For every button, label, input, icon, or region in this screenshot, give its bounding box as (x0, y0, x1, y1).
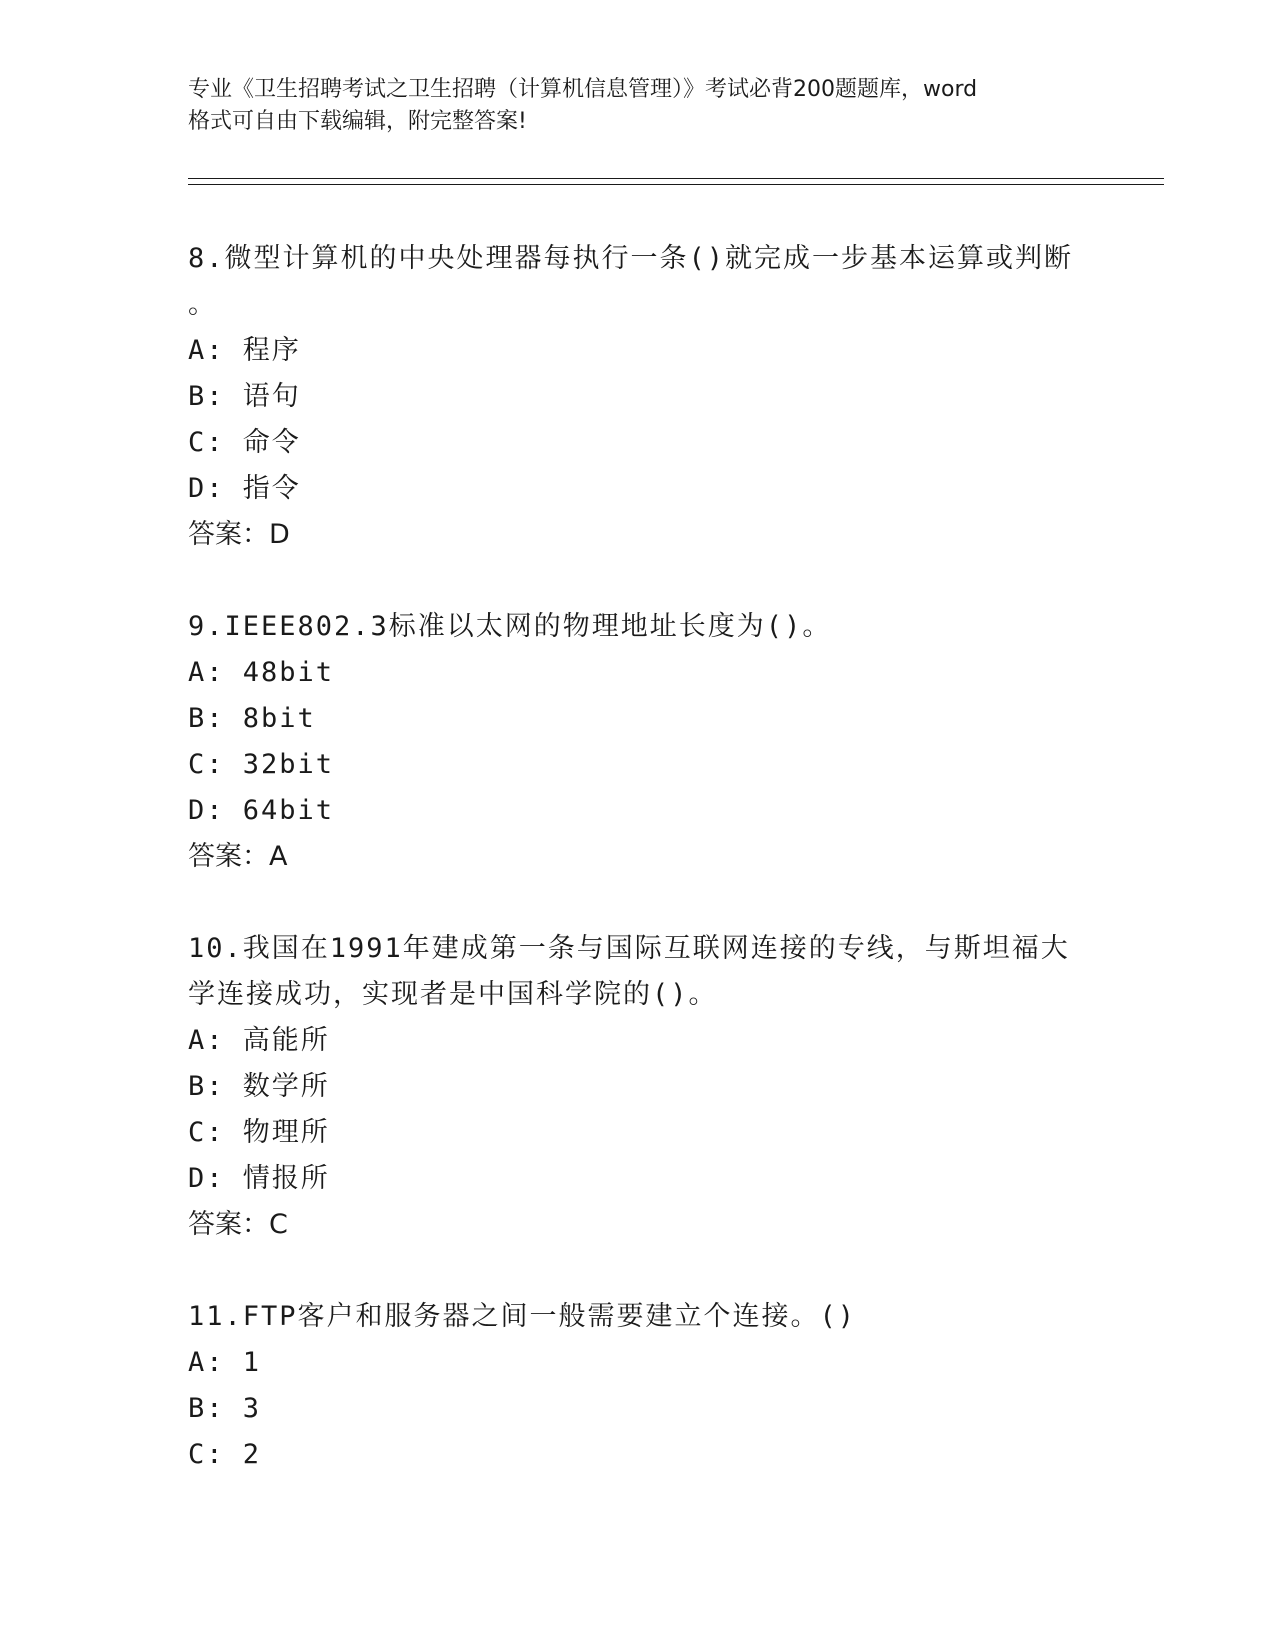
question-stem-continued: 学连接成功，实现者是中国科学院的()。 (188, 979, 718, 1010)
question-11 (188, 1294, 1088, 1478)
option-a: A: 1 (188, 1347, 262, 1378)
option-c: C: 2 (188, 1439, 262, 1470)
question-stem-continued: 。 (188, 289, 217, 320)
answer: 答案：A (188, 841, 288, 872)
question-10 (188, 926, 1088, 1248)
option-b: B: 3 (188, 1393, 262, 1424)
option-d: D: 情报所 (188, 1163, 330, 1194)
option-a: A: 高能所 (188, 1025, 330, 1056)
header-divider-top (188, 178, 1164, 179)
question-stem: 9.IEEE802.3标准以太网的物理地址长度为()。 (188, 611, 832, 642)
option-c: C: 物理所 (188, 1117, 330, 1148)
header-divider-bottom (188, 184, 1164, 185)
question-stem: 11.FTP客户和服务器之间一般需要建立个连接。() (188, 1301, 857, 1332)
option-b: B: 8bit (188, 703, 316, 734)
option-c: C: 命令 (188, 427, 301, 458)
header-line-1: 专业《卫生招聘考试之卫生招聘（计算机信息管理）》考试必背200题题库，word (188, 77, 978, 102)
option-a: A: 程序 (188, 335, 301, 366)
header-line-2: 格式可自由下载编辑，附完整答案! (188, 109, 527, 134)
option-d: D: 64bit (188, 795, 335, 826)
option-c: C: 32bit (188, 749, 335, 780)
answer: 答案：C (188, 1209, 288, 1240)
question-9 (188, 604, 1088, 880)
option-a: A: 48bit (188, 657, 335, 688)
option-b: B: 数学所 (188, 1071, 330, 1102)
option-b: B: 语句 (188, 381, 301, 412)
option-d: D: 指令 (188, 473, 301, 504)
document-header (188, 74, 1088, 138)
answer: 答案：D (188, 519, 290, 550)
question-stem: 8.微型计算机的中央处理器每执行一条()就完成一步基本运算或判断 (188, 243, 1074, 274)
question-8 (188, 236, 1088, 558)
question-stem: 10.我国在1991年建成第一条与国际互联网连接的专线，与斯坦福大 (188, 933, 1070, 964)
